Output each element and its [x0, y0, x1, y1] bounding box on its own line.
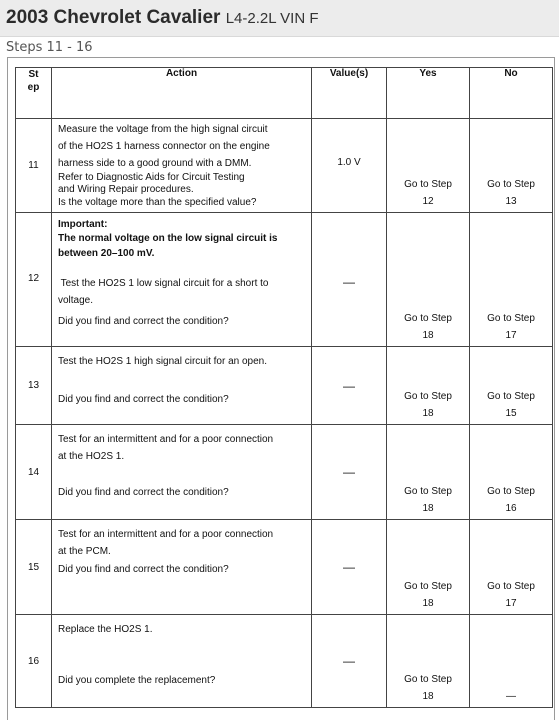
- yes-link[interactable]: Go to Step 18: [387, 615, 470, 708]
- step-number: 12: [16, 213, 52, 347]
- step-value: —: [312, 425, 387, 520]
- page-title: [6, 7, 319, 29]
- header-step: St ep: [16, 68, 52, 119]
- step-value: 1.0 V: [312, 119, 387, 213]
- step-action: [52, 119, 312, 213]
- step-value: —: [312, 615, 387, 708]
- table-header-row: [16, 68, 553, 119]
- step-value: —: [312, 520, 387, 615]
- engine-subtitle: L4-2.2L VIN F: [225, 10, 319, 27]
- step-value: —: [312, 347, 387, 425]
- no-link[interactable]: Go to Step 15: [470, 347, 553, 425]
- action-line: harness side to a good ground with a DMM.: [58, 158, 252, 169]
- action-line: of the HO2S 1 harness connector on the engine: [58, 141, 270, 152]
- step-action: [52, 520, 312, 615]
- table-row: [16, 119, 553, 213]
- no-link[interactable]: Go to Step 16: [470, 425, 553, 520]
- yes-link[interactable]: Go to Step 18: [387, 520, 470, 615]
- step-action: [52, 213, 312, 347]
- diagnostic-steps-table: [15, 67, 553, 708]
- step-number: 16: [16, 615, 52, 708]
- table-row: [16, 347, 553, 425]
- action-line: Replace the HO2S 1.: [58, 624, 153, 635]
- step-number: 13: [16, 347, 52, 425]
- action-line: Test for an intermittent and for a poor connection: [58, 529, 274, 540]
- action-line: Refer to Diagnostic Aids for Circuit Testing: [58, 172, 245, 183]
- title-bar: [0, 0, 559, 37]
- step-action: [52, 615, 312, 708]
- question: Did you find and correct the condition?: [58, 564, 229, 575]
- vehicle-title: 2003 Chevrolet Cavalier: [6, 7, 221, 28]
- header-action: Action: [52, 68, 312, 119]
- action-line: Is the voltage more than the specified value?: [58, 197, 257, 208]
- yes-link[interactable]: Go to Step 18: [387, 347, 470, 425]
- action-line: Test for an intermittent and for a poor connection: [58, 434, 274, 445]
- yes-link[interactable]: Go to Step 18: [387, 425, 470, 520]
- step-number: 15: [16, 520, 52, 615]
- question: Did you find and correct the condition?: [58, 394, 229, 405]
- no-link[interactable]: Go to Step 13: [470, 119, 553, 213]
- table-row: [16, 213, 553, 347]
- steps-range-label: Steps 11 - 16: [6, 40, 93, 55]
- action-line: at the HO2S 1.: [58, 451, 125, 462]
- step-number: 11: [16, 119, 52, 213]
- no-link[interactable]: Go to Step 17: [470, 213, 553, 347]
- no-link[interactable]: Go to Step 17: [470, 520, 553, 615]
- header-yes: Yes: [387, 68, 470, 119]
- important-line: between 20–100 mV.: [58, 248, 155, 259]
- question: Did you find and correct the condition?: [58, 316, 229, 327]
- header-values: Value(s): [312, 68, 387, 119]
- table-row: [16, 425, 553, 520]
- action-line: Measure the voltage from the high signal circuit: [58, 124, 268, 135]
- step-value: —: [312, 213, 387, 347]
- action-line: and Wiring Repair procedures.: [58, 184, 194, 195]
- action-line: at the PCM.: [58, 546, 111, 557]
- table-row: [16, 615, 553, 708]
- no-value: —: [470, 615, 553, 708]
- question: Did you complete the replacement?: [58, 675, 216, 686]
- action-line: Test the HO2S 1 low signal circuit for a short to: [58, 278, 269, 289]
- important-line: The normal voltage on the low signal circuit is: [58, 233, 278, 244]
- step-action: [52, 425, 312, 520]
- action-line: voltage.: [58, 295, 94, 306]
- header-no: No: [470, 68, 553, 119]
- step-number: 14: [16, 425, 52, 520]
- yes-link[interactable]: Go to Step 12: [387, 119, 470, 213]
- step-action: [52, 347, 312, 425]
- action-line: Test the HO2S 1 high signal circuit for an open.: [58, 356, 268, 367]
- question: Did you find and correct the condition?: [58, 487, 229, 498]
- yes-link[interactable]: Go to Step 18: [387, 213, 470, 347]
- table-row: [16, 520, 553, 615]
- important-label: Important:: [58, 219, 108, 230]
